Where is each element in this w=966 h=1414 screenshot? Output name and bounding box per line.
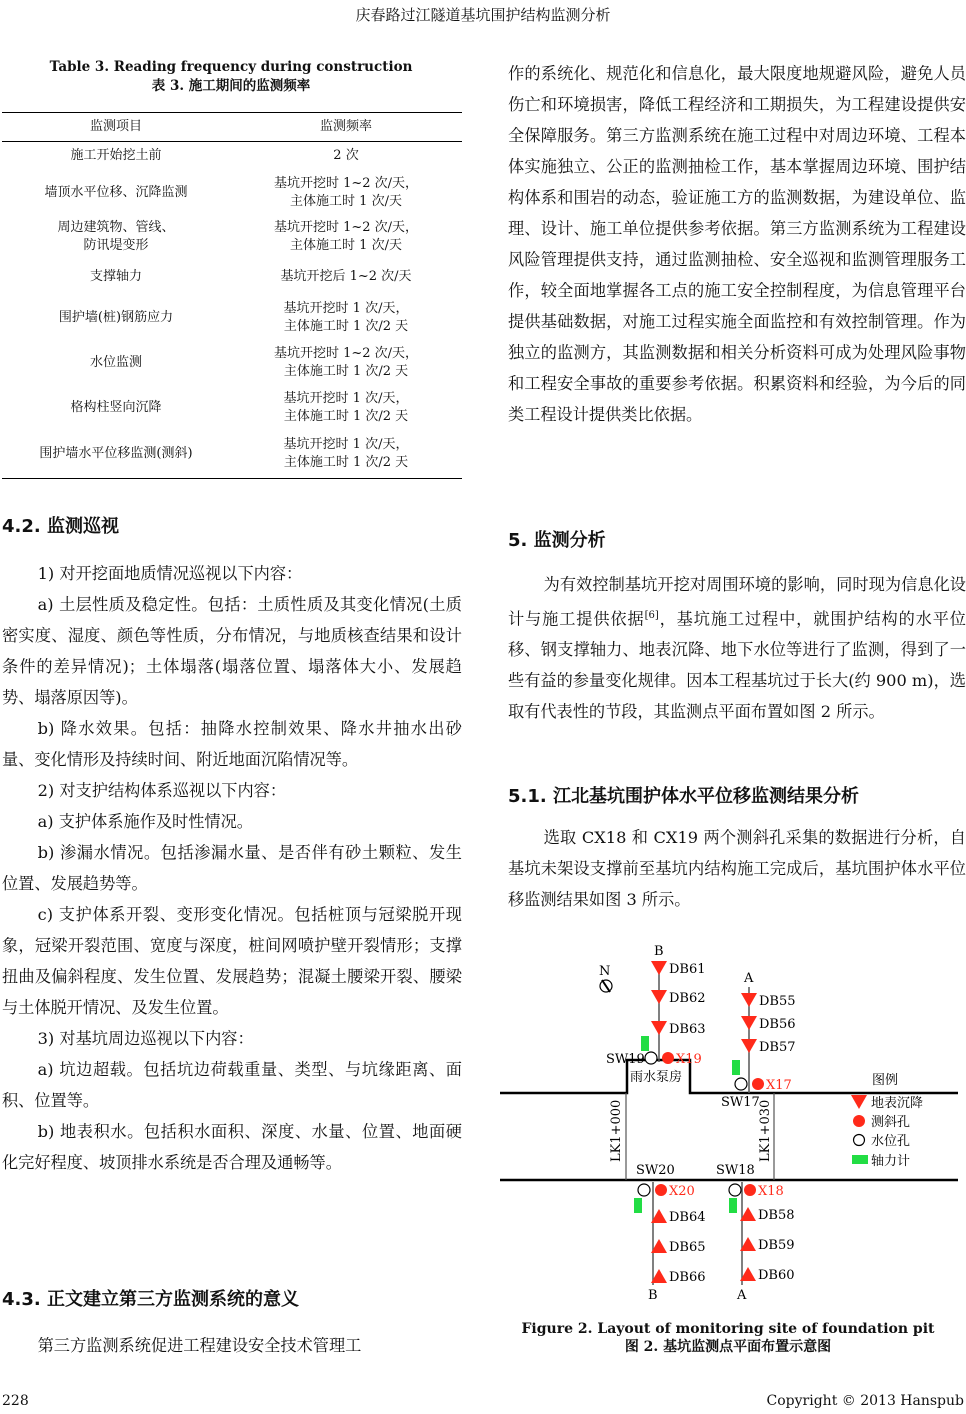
frequency-line: 基坑开挖时 1~2 次/天， <box>273 219 419 235</box>
frequency-cell: 基坑开挖后 1~2 次/天 <box>280 269 412 284</box>
paragraph <box>508 569 966 727</box>
inclinometer-marker-icon <box>655 1184 667 1196</box>
settlement-legend-icon <box>851 1095 867 1109</box>
settlement-point-label: DB59 <box>758 1238 795 1253</box>
item-cell: 围护墙(桩)钢筋应力 <box>58 310 174 325</box>
legend-item-label: 轴力计 <box>871 1154 911 1169</box>
table-row <box>2 215 462 259</box>
legend <box>851 1073 923 1169</box>
item-cell: 墙顶水平位移、沉降监测 <box>44 184 188 200</box>
section-5-heading: 5. 监测分析 <box>508 530 606 551</box>
paragraph: 作的系统化、规范化和信息化，最大限度地规避风险，避免人员伤亡和环境损害，降低工程经济和工期损失，为工程建设提供安全保障服务。第三方监测系统在施工过程中对周边环境、工程本体实施独立、公正的监测抽检工作，基本掌握周边环境、围护结构体系和围岩的动态，验证施工方的监测数据，为建设单位、监理、设计、施工单位提供参考依据。第三方监测系统为工程建设风险管理提供支持，通过监测抽检、安全巡视和监测管理服务工作，较全面地掌握各工点的施工安全控制程度，为信息管理平台提供基础数据，对施工过程实施全面监控和有效控制管理。作为独立的监测方，其监测数据和相关分析资料可成为处理风险事物和工程安全事故的重要参考依据。积累资料和经验，为今后的同类工程设计提供类比依据。 <box>508 64 966 424</box>
section-label: B <box>648 1288 658 1303</box>
section-5-1-heading: 5.1. 江北基坑围护体水平位移监测结果分析 <box>508 786 859 807</box>
inclinometer-legend-icon <box>853 1115 865 1127</box>
paragraph: b) 降水效果。包括：抽降水控制效果、降水井抽水出砂量、变化情形及持续时间、附近地面沉陷情况等。 <box>2 719 462 769</box>
settlement-point-label: DB60 <box>758 1268 795 1283</box>
item-cell: 格构柱竖向沉降 <box>70 400 162 415</box>
monitoring-frequency-table <box>2 112 462 479</box>
table-row <box>2 171 462 215</box>
axial-force-gauge-icon <box>729 1198 737 1213</box>
frequency-line: 主体施工时 1 次/2 天 <box>283 409 409 424</box>
paragraph: 1) 对开挖面地质情况巡视以下内容： <box>37 564 303 583</box>
table-row <box>2 431 462 479</box>
settlement-marker-icon <box>651 1021 667 1035</box>
left-column-body <box>2 558 462 1178</box>
frequency-cell <box>230 431 462 479</box>
compass-needle-icon <box>602 980 610 992</box>
item-cell <box>2 215 230 259</box>
page-number: 228 <box>2 1393 29 1409</box>
water-well-label: SW17 <box>721 1095 760 1110</box>
settlement-point-label: DB55 <box>759 994 796 1009</box>
copyright: Copyright © 2013 Hanspub <box>766 1393 964 1409</box>
inclinometer-label: X18 <box>758 1184 784 1199</box>
settlement-marker-icon <box>651 961 667 975</box>
paragraph: 第三方监测系统促进工程建设安全技术管理工 <box>37 1336 362 1355</box>
axial-force-gauge-icon <box>641 1036 649 1051</box>
settlement-point-label: DB64 <box>669 1210 706 1225</box>
inclinometer-label: X17 <box>766 1078 792 1093</box>
section-4-3-heading: 4.3. 正文建立第三方监测系统的意义 <box>2 1289 299 1310</box>
pump-house-label: 雨水泵房 <box>630 1070 683 1085</box>
frequency-line: 基坑开挖时 1~2 次/天， <box>273 175 419 191</box>
north-label: N <box>599 964 611 979</box>
paragraph: c) 支护体系开裂、变形变化情况。包括桩顶与冠梁脱开现象，冠梁开裂范围、宽度与深度，桩间网喷护壁开裂情形；支撑扭曲及偏斜程度、发生位置、发展趋势；混凝土腰梁开裂、腰梁与土体脱开情况、及发生位置。 <box>2 905 462 1017</box>
figure-caption-zh: 图 2. 基坑监测点平面布置示意图 <box>624 1339 832 1355</box>
frequency-line: 基坑开挖时 1~2 次/天， <box>273 346 419 361</box>
frequency-cell: 2 次 <box>333 148 359 164</box>
inclinometer-label: X19 <box>676 1052 702 1067</box>
legend-title: 图例 <box>872 1073 899 1088</box>
item-line: 周边建筑物、管线、 <box>57 219 175 235</box>
settlement-point-label: DB66 <box>669 1270 706 1285</box>
frequency-line: 基坑开挖时 1 次/天， <box>283 437 409 453</box>
table-row <box>2 386 462 431</box>
water-well-label: SW18 <box>716 1163 755 1178</box>
item-line: 防讯堤变形 <box>83 237 149 253</box>
chainage-label: LK1+000 <box>609 1099 624 1162</box>
table-row <box>2 259 462 296</box>
frequency-line: 主体施工时 1 次/2 天 <box>283 319 409 334</box>
running-head: 庆春路过江隧道基坑围护结构监测分析 <box>355 6 611 24</box>
settlement-point-label: DB63 <box>669 1022 706 1037</box>
section-4-2-heading: 4.2. 监测巡视 <box>2 516 119 537</box>
inclinometer-marker-icon <box>744 1184 756 1196</box>
axial-force-gauge-icon <box>732 1060 740 1075</box>
paragraph: 3) 对基坑周边巡视以下内容： <box>37 1029 254 1048</box>
water-well-legend-icon <box>854 1135 865 1146</box>
legend-item-label: 测斜孔 <box>871 1115 911 1130</box>
paragraph-text: 为有效控制基坑开挖对周围环境的影响，同时现为信息化设计与施工提供依据 <box>508 575 966 629</box>
monitoring-layout-diagram <box>490 935 966 1315</box>
chainage-label: LK1+030 <box>758 1099 773 1162</box>
frequency-cell <box>230 341 462 386</box>
inclinometer-marker-icon <box>662 1052 674 1064</box>
frequency-line: 主体施工时 1 次/2 天 <box>283 364 409 379</box>
table-row <box>2 142 462 171</box>
item-cell: 施工开始挖土前 <box>70 148 162 164</box>
settlement-point-label: DB61 <box>669 962 706 977</box>
inclinometer-marker-icon <box>752 1078 764 1090</box>
settlement-point-label: DB65 <box>669 1240 706 1255</box>
water-well-label: SW19 <box>606 1052 645 1067</box>
frequency-cell <box>230 215 462 259</box>
settlement-marker-icon <box>651 990 667 1004</box>
diagram-labels <box>599 944 796 1303</box>
water-well-marker-icon <box>729 1184 741 1196</box>
inclinometer-label: X20 <box>669 1184 695 1199</box>
item-cell: 围护墙水平位移监测(测斜) <box>2 431 230 479</box>
frequency-line: 主体施工时 1 次/天 <box>290 193 402 209</box>
frequency-cell <box>230 386 462 431</box>
paragraph: b) 渗漏水情况。包括渗漏水量、是否伴有砂土颗粒、发生位置、发展趋势等。 <box>2 843 462 893</box>
frequency-line: 基坑开挖时 1 次/天， <box>283 391 409 406</box>
settlement-marker-icon <box>741 993 757 1007</box>
table-row <box>2 341 462 386</box>
figure-caption-en: Figure 2. Layout of monitoring site of foundation pit <box>521 1321 935 1337</box>
frequency-cell <box>230 171 462 215</box>
settlement-point-label: DB57 <box>759 1040 796 1055</box>
section-label: A <box>744 971 754 986</box>
frequency-line: 主体施工时 1 次/2 天 <box>283 455 409 471</box>
legend-item-label: 地表沉降 <box>871 1096 924 1111</box>
paragraph-text: ，基坑施工过程中，就围护结构的水平位移、钢支撑轴力、地表沉降、地下水位等进行了监测，得到了一些有益的参量变化规律。因本工程基坑过于长大(约 900 m)，选取有代表性的节段，其监测点平面布置如图 2 所示。 <box>508 609 966 722</box>
table-row <box>2 296 462 341</box>
item-cell: 水位监测 <box>89 355 142 370</box>
settlement-marker-icon <box>741 1039 757 1053</box>
table-caption-en: Table 3. Reading frequency during construction <box>49 59 413 75</box>
axial-force-legend-icon <box>852 1155 868 1164</box>
column-header-item: 监测项目 <box>2 113 230 142</box>
paragraph: b) 地表积水。包括积水面积、深度、水量、位置、地面硬化完好程度、坡顶排水系统是否合理及通畅等。 <box>2 1122 462 1172</box>
settlement-point-label: DB58 <box>758 1208 795 1223</box>
legend-item-label: 水位孔 <box>871 1134 911 1149</box>
section-label: B <box>654 944 664 959</box>
frequency-cell <box>230 296 462 341</box>
water-well-marker-icon <box>645 1052 657 1064</box>
settlement-point-label: DB56 <box>759 1017 796 1032</box>
water-well-label: SW20 <box>636 1163 675 1178</box>
water-well-marker-icon <box>735 1078 747 1090</box>
paragraph: a) 坑边超载。包括坑边荷载重量、类型、与坑缘距离、面积、位置等。 <box>2 1060 462 1110</box>
axial-force-gauge-icon <box>634 1198 642 1213</box>
citation-ref[interactable]: [6] <box>644 610 659 621</box>
section-label: A <box>737 1288 747 1303</box>
settlement-point-label: DB62 <box>669 991 706 1006</box>
paragraph: a) 支护体系施作及时性情况。 <box>37 812 253 831</box>
table-caption-zh: 表 3. 施工期间的监测频率 <box>151 78 311 94</box>
column-header-frequency: 监测频率 <box>230 113 462 142</box>
table-header-row <box>2 113 462 142</box>
paragraph: a) 土层性质及稳定性。包括：土质性质及其变化情况(土质密实度、湿度、颜色等性质，分布情况，与地质核查结果和设计条件的差异情况)；土体塌落(塌落位置、塌落体大小、发展趋势、塌落原因等)。 <box>2 595 462 707</box>
paragraph: 2) 对支护结构体系巡视以下内容： <box>37 781 287 800</box>
frequency-line: 基坑开挖时 1 次/天， <box>283 301 409 316</box>
frequency-line: 主体施工时 1 次/天 <box>290 237 402 253</box>
item-cell: 支撑轴力 <box>89 269 142 284</box>
water-well-marker-icon <box>638 1184 650 1196</box>
paragraph: 选取 CX18 和 CX19 两个测斜孔采集的数据进行分析，自基坑未架设支撑前至基坑内结构施工完成后，基坑围护体水平位移监测结果如图 3 所示。 <box>508 828 966 909</box>
settlement-marker-icon <box>741 1016 757 1030</box>
